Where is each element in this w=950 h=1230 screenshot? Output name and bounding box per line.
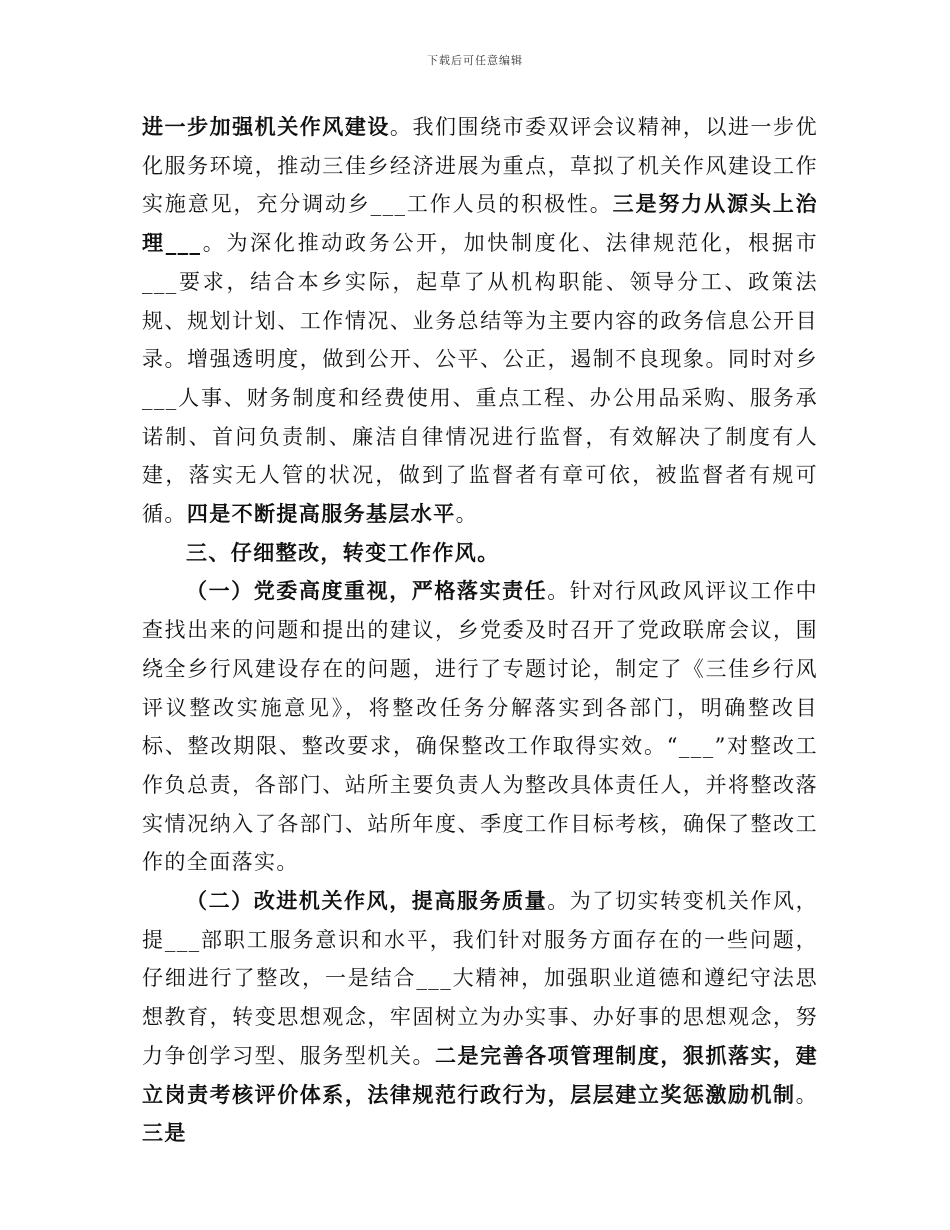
document-body	[142, 108, 818, 1153]
bold-heading-run: 二是完善各项管理制度，狠抓落实，建立岗责考核评价体系，法律规范行政行为，层层建立奖惩激励机制	[142, 1042, 818, 1107]
text-run: 。我们围绕市委双评会议精神，以进一步优化服务环境，推动三佳乡经济进展为重点，草拟了机关作风建设工作实施意见，充分调动乡___工作人员的积极性。	[142, 115, 818, 217]
bold-heading-run: 三、仔细整改，转变工作作风。	[186, 539, 500, 565]
text-run: 。	[455, 502, 479, 527]
bold-heading-run: 四是不断提高服务基层水平	[186, 501, 456, 527]
paragraph	[142, 572, 818, 882]
text-run: 。针对行风政风评议工作中查找出来的问题和提出的建议，乡党委及时召开了党政联席会议，围绕全乡行风建设存在的问题，进行了专题讨论，制定了《三佳乡行风评议整改实施意见》，将整改任务分解落实到各部门，明确整改目标、整改期限、整改要求，确保整改工作取得实效。“___”对整改工作负总责，各部门、站所主要负责人为整改具体责任人，并将整改落实情况纳入了各部门、站所年度、季度工作目标考核，确保了整改工作的全面落实。	[142, 579, 818, 875]
bold-heading-run: 进一步加强机关作风建设	[142, 114, 390, 139]
section-heading	[142, 534, 818, 573]
bold-heading-run: （一）党委高度重视，严格落实责任	[186, 578, 548, 604]
bold-heading-run: 三是努力从源头上治理___	[142, 191, 818, 256]
bold-heading-run: （二）改进机关作风，提高服务质量	[186, 888, 548, 914]
bold-heading-run: 三是	[142, 1120, 187, 1146]
text-run: 。	[795, 1082, 818, 1107]
text-run: 。为深化推动政务公开，加快制度化、法律规范化，根据市___要求，结合本乡实际，起草了从机构职能、领导分工、政策法规、规划计划、工作情况、业务总结等为主要内容的政务信息公开目录。增强透明度，做到公开、公平、公正，遏制不良现象。同时对乡___人事、财务制度和经费使用、重点工程、办公用品采购、服务承诺制、首问负责制、廉洁自律情况进行监督，有效解决了制度有人建，落实无人管的状况，做到了监督者有章可依，被监督者有规可循。	[142, 231, 818, 527]
text-run: 。为了切实转变机关作风，提___部职工服务意识和水平，我们针对服务方面存在的一些问题，仔细进行了整改，一是结合___大精神，加强职业道德和遵纪守法思想教育，转变思想观念，牢固树立为办实事、办好事的思想观念，努力争创学习型、服务型机关。	[142, 889, 818, 1068]
page-header: 下载后可任意编辑	[427, 54, 523, 67]
paragraph	[142, 882, 818, 1153]
paragraph	[142, 108, 818, 534]
